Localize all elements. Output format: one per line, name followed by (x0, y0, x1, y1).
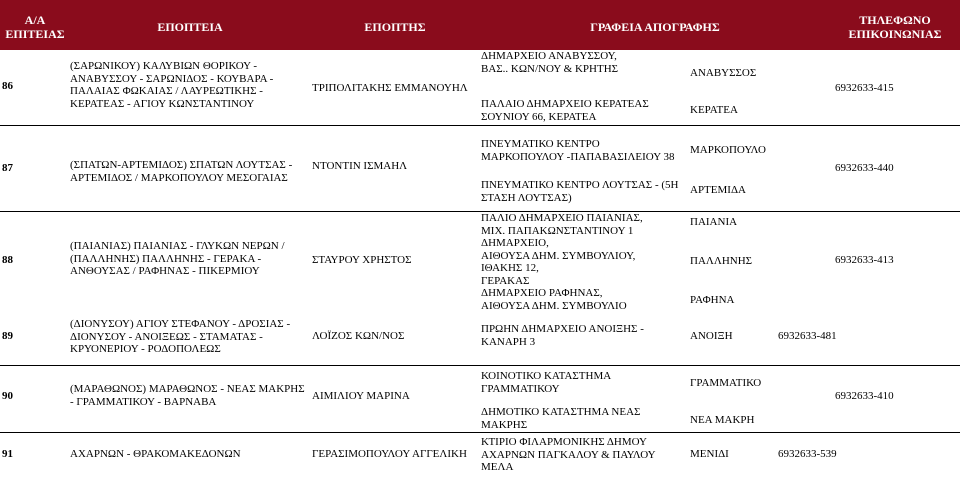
row-office: ΠΡΩΗΝ ΔΗΜΑΡΧΕΙΟ ΑΝΟΙΞΗΣ - ΚΑΝΑΡΗ 3 (481, 323, 644, 348)
header-phone: ΤΗΛΕΦΩΝΟ ΕΠΙΚΟΙΝΩΝΙΑΣ (848, 13, 942, 41)
row-supervisor: ΑΙΜΙΛΙΟΥ ΜΑΡΙΝΑ (312, 390, 410, 402)
row-office: ΔΗΜΑΡΧΕΙΟ, ΑΙΘΟΥΣΑ ΔΗΜ. ΣΥΜΒΟΥΛΙΟΥ, ΙΘΑΚΗΣ 12, ΓΕΡΑΚΑΣ (481, 237, 636, 287)
header-supervisor: ΕΠΟΠΤΗΣ (364, 20, 426, 34)
row-place: ΓΡΑΜΜΑΤΙΚΟ (690, 377, 762, 389)
row-supervisor: ΣΤΑΥΡΟΥ ΧΡΗΣΤΟΣ (312, 254, 412, 266)
row-phone: 6932633-415 (835, 82, 894, 94)
row-supervisor: ΓΕΡΑΣΙΜΟΠΟΥΛΟΥ ΑΓΓΕΛΙΚΗ (312, 448, 467, 460)
row-place: ΠΑΛΛΗΝΗΣ (690, 255, 753, 267)
row-area: (ΜΑΡΑΘΩΝΟΣ) ΜΑΡΑΘΩΝΟΣ - ΝΕΑΣ ΜΑΚΡΗΣ - ΓΡΑΜΜΑΤΙΚΟΥ - ΒΑΡΝΑΒΑ (70, 383, 305, 408)
row-place: ΠΑΙΑΝΙΑ (690, 216, 738, 228)
row-phone: 6932633-481 (778, 330, 837, 342)
table-row (0, 366, 960, 432)
row-place: ΑΝΟΙΞΗ (690, 330, 733, 342)
table-row (0, 433, 960, 480)
row-area: ΑΧΑΡΝΩΝ - ΘΡΑΚΟΜΑΚΕΔΟΝΩΝ (70, 448, 241, 460)
row-num: 90 (2, 390, 13, 402)
row-place: ΑΡΤΕΜΙΔΑ (690, 184, 746, 196)
table-row (0, 126, 960, 211)
row-office: ΠΝΕΥΜΑΤΙΚΟ ΚΕΝΤΡΟ ΜΑΡΚΟΠΟΥΛΟΥ -ΠΑΠΑΒΑΣΙΛΕΙΟΥ 38 (481, 138, 675, 163)
row-office: ΔΗΜΟΤΙΚΟ ΚΑΤΑΣΤΗΜΑ ΝΕΑΣ ΜΑΚΡΗΣ (481, 406, 641, 431)
row-area: (ΣΑΡΩΝΙΚΟΥ) ΚΑΛΥΒΙΩΝ ΘΟΡΙΚΟΥ - ΑΝΑΒΥΣΣΟΥ - ΣΑΡΩΝΙΔΟΣ - ΚΟΥΒΑΡΑ - ΠΑΛΑΙΑΣ ΦΩΚΑΙΑΣ / ΛΑΥΡΕΩΤΙΚΗΣ - ΚΕΡΑΤΕΑΣ - ΑΓΙΟΥ ΚΩΝΣΤΑΝΤΙΝΟΥ (70, 60, 274, 110)
row-supervisor: ΛΟΪΖΟΣ ΚΩΝ/ΝΟΣ (312, 330, 405, 342)
row-num: 86 (2, 80, 13, 92)
row-place: ΡΑΦΗΝΑ (690, 294, 735, 306)
row-office: ΚΤΙΡΙΟ ΦΙΛΑΡΜΟΝΙΚΗΣ ΔΗΜΟΥ ΑΧΑΡΝΩΝ ΠΑΓΚΑΛΟΥ & ΠΑΥΛΟΥ ΜΕΛΑ (481, 436, 656, 473)
row-office: ΠΝΕΥΜΑΤΙΚΟ ΚΕΝΤΡΟ ΛΟΥΤΣΑΣ - (5Η ΣΤΑΣΗ ΛΟΥΤΣΑΣ) (481, 179, 679, 204)
row-supervisor: ΤΡΙΠΟΛΙΤΑΚΗΣ ΕΜΜΑΝΟΥΗΛ (312, 82, 468, 94)
row-place: ΑΝΑΒΥΣΣΟΣ (690, 67, 757, 79)
row-area: (ΔΙΟΝΥΣΟΥ) ΑΓΙΟΥ ΣΤΕΦΑΝΟΥ - ΔΡΟΣΙΑΣ - ΔΙΟΝΥΣΟΥ - ΑΝΟΙΞΕΩΣ - ΣΤΑΜΑΤΑΣ - ΚΡΥΟΝΕΡΙΟΥ - ΡΟΔΟΠΟΛΕΩΣ (70, 318, 291, 355)
table-row (0, 50, 960, 125)
row-office: ΚΟΙΝΟΤΙΚΟ ΚΑΤΑΣΤΗΜΑ ΓΡΑΜΜΑΤΙΚΟΥ (481, 370, 612, 395)
row-phone: 6932633-410 (835, 390, 894, 402)
row-num: 87 (2, 162, 13, 174)
row-num: 88 (2, 254, 13, 266)
row-office: ΠΑΛΑΙΟ ΔΗΜΑΡΧΕΙΟ ΚΕΡΑΤΕΑΣ ΣΟΥΝΙΟΥ 66, ΚΕΡΑΤΕΑ (481, 98, 649, 123)
header-num: Α/Α ΕΠΙΤΕΙΑΣ (5, 13, 65, 41)
row-place: ΜΕΝΙΔΙ (690, 448, 729, 460)
row-office: ΠΑΛΙΟ ΔΗΜΑΡΧΕΙΟ ΠΑΙΑΝΙΑΣ, ΜΙΧ. ΠΑΠΑΚΩΝΣΤΑΝΤΙΝΟΥ 1 (481, 212, 643, 237)
header-offices: ΓΡΑΦΕΙΑ ΑΠΟΓΡΑΦΗΣ (590, 20, 720, 34)
row-phone: 6932633-413 (835, 254, 894, 266)
row-phone: 6932633-539 (778, 448, 837, 460)
row-area: (ΠΑΙΑΝΙΑΣ) ΠΑΙΑΝΙΑΣ - ΓΛΥΚΩΝ ΝΕΡΩΝ / (ΠΑΛΛΗΝΗΣ) ΠΑΛΛΗΝΗΣ - ΓΕΡΑΚΑ - ΑΝΘΟΥΣΑΣ / ΡΑΦΗΝΑΣ - ΠΙΚΕΡΜΙΟΥ (70, 240, 285, 277)
table-header (0, 0, 960, 50)
row-supervisor: ΝΤΟΝΤΙΝ ΙΣΜΑΗΛ (312, 160, 408, 172)
table-row (0, 212, 960, 312)
row-place: ΜΑΡΚΟΠΟΥΛΟ (690, 144, 766, 156)
row-place: ΚΕΡΑΤΕΑ (690, 104, 738, 116)
table-row (0, 308, 960, 365)
header-area: ΕΠΟΠΤΕΙΑ (157, 20, 223, 34)
row-num: 91 (2, 448, 13, 460)
row-num: 89 (2, 330, 13, 342)
row-area: (ΣΠΑΤΩΝ-ΑΡΤΕΜΙΔΟΣ) ΣΠΑΤΩΝ ΛΟΥΤΣΑΣ - ΑΡΤΕΜΙΔΟΣ / ΜΑΡΚΟΠΟΥΛΟΥ ΜΕΣΟΓΑΙΑΣ (70, 159, 293, 184)
row-office: ΔΗΜΑΡΧΕΙΟ ΑΝΑΒΥΣΣΟΥ, ΒΑΣ.. ΚΩΝ/ΝΟΥ & ΚΡΗΤΗΣ (481, 50, 619, 75)
row-place: ΝΕΑ ΜΑΚΡΗ (690, 414, 755, 426)
row-phone: 6932633-440 (835, 162, 894, 174)
row-office: ΔΗΜΑΡΧΕΙΟ ΡΑΦΗΝΑΣ, ΑΙΘΟΥΣΑ ΔΗΜ. ΣΥΜΒΟΥΛΙΟ (481, 287, 627, 312)
